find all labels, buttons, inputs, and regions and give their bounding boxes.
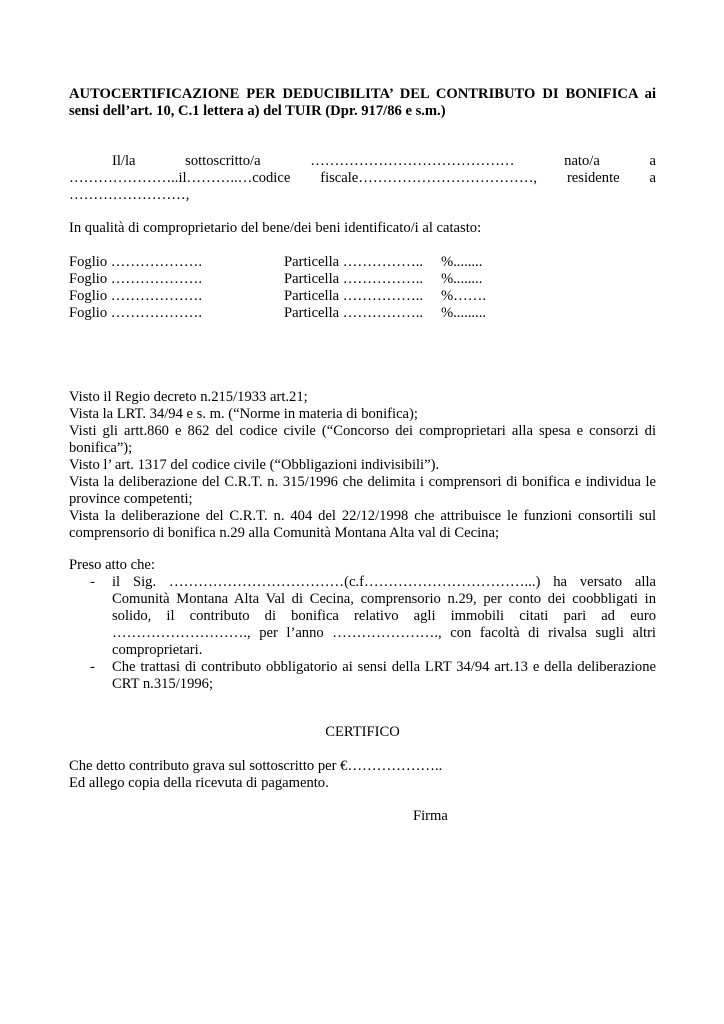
dash-bullet: - (90, 574, 95, 590)
reference-item: Vista la LRT. 34/94 e s. m. (“Norme in materia di bonifica); (69, 406, 418, 422)
foglio-field: Foglio ………………. (69, 271, 202, 287)
declarant-line-2: …………………..il………..…codice fiscale………………………………, residente a (69, 170, 656, 186)
reference-item: Visto il Regio decreto n.215/1933 art.21; (69, 389, 308, 405)
preso-atto-section (69, 557, 656, 693)
reference-item: Vista la deliberazione del C.R.T. n. 404 del 22/12/1998 che attribuisce le funzioni consortili sul comprensorio di bonifica n.29 alla Comunità Montana Alta val di Cecina; (69, 508, 656, 541)
conclusion-line-2: Ed allego copia della ricevuta di pagamento. (69, 775, 329, 791)
preso-item-1-text: Comunità Montana Alta Val di Cecina, comprensorio n.29, per conto dei coobbligati in solido, il contributo di bonifica relativo agli immobili citati pari ad euro ………………………., per l’anno …………………., con facoltà di rivalsa sugli altri comproprietari. (112, 591, 656, 658)
qualita-statement: In qualità di comproprietario del bene/dei beni identificato/i al catasto: (69, 220, 482, 236)
foglio-field: Foglio ………………. (69, 305, 202, 321)
foglio-field: Foglio ………………. (69, 288, 202, 304)
title-line-2: sensi dell’art. 10, C.1 lettera a) del TUIR (Dpr. 917/86 e s.m.) (69, 103, 446, 119)
declarant-section (69, 153, 656, 204)
preso-item (69, 574, 656, 659)
foglio-field: Foglio ………………. (69, 254, 202, 270)
preso-item (69, 659, 656, 693)
reference-item: Vista la deliberazione del C.R.T. n. 315/1996 che delimita i comprensori di bonifica e individua le province competenti; (69, 474, 656, 507)
reference-item: Visto l’ art. 1317 del codice civile (“Obbligazioni indivisibili”). (69, 457, 440, 473)
document-title (69, 86, 656, 120)
percentage-field: %........ (441, 254, 483, 270)
preso-item-1-first-line: il Sig. ………………………………(c.f……………………………...) ha versato alla (112, 574, 656, 590)
particella-field: Particella …………….. (284, 288, 424, 304)
preso-item-2-text: Che trattasi di contributo obbligatorio ai sensi della LRT 34/94 art.13 e della deliberazione CRT n.315/1996; (112, 659, 656, 692)
title-line-1: AUTOCERTIFICAZIONE PER DEDUCIBILITA’ DEL CONTRIBUTO DI BONIFICA ai (69, 86, 656, 102)
reference-item: Visti gli artt.860 e 862 del codice civile (“Concorso dei comproprietari alla spesa e consorzi di bonifica”); (69, 423, 656, 456)
conclusion-line-1: Che detto contributo grava sul sottoscritto per €……………….. (69, 758, 443, 774)
percentage-field: %......... (441, 305, 486, 321)
signature-label: Firma (413, 808, 448, 824)
particella-field: Particella …………….. (284, 254, 424, 270)
particella-field: Particella …………….. (284, 305, 424, 321)
legal-references (69, 389, 656, 542)
declarant-line-3: ……………………, (69, 187, 190, 203)
declarant-line-1: Il/la sottoscritto/a …………………………………… nato/a a (112, 153, 656, 169)
preso-list (69, 574, 656, 693)
certifico-heading: CERTIFICO (325, 724, 400, 740)
conclusion (69, 758, 656, 792)
preso-heading: Preso atto che: (69, 557, 155, 573)
percentage-field: %........ (441, 271, 483, 287)
particella-field: Particella …………….. (284, 271, 424, 287)
dash-bullet: - (90, 659, 95, 675)
percentage-field: %……. (441, 288, 486, 304)
